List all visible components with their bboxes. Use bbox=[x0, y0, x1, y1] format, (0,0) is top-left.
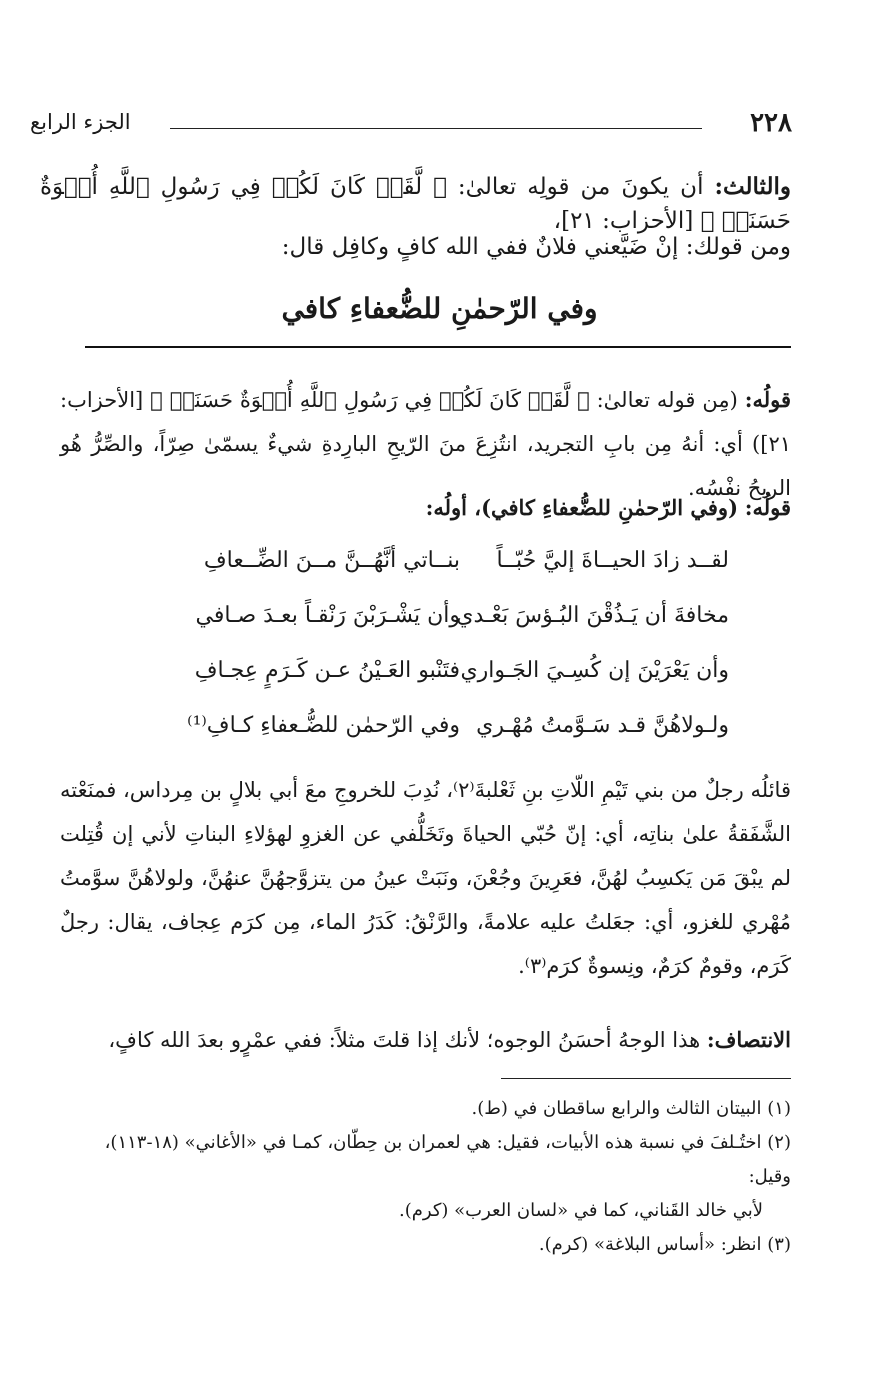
commentary-paragraph-4 bbox=[60, 1018, 791, 1062]
commentary-lead: قولُه: bbox=[744, 387, 791, 412]
poem-first-hemistich: ولـولاهُنَّ قـد سَـوَّمتُ مُهْـري bbox=[476, 713, 729, 738]
main-text-line-2 bbox=[40, 230, 791, 264]
commentary-text: (مِن قوله تعالىٰ: ﴿ لَّقَدۡ كَانَ لَكُمۡ فِي رَسُولِ ٱللَّهِ أُسۡوَةٌ حَسَنَةٞ ﴾ [الأحزاب: ٢١]) أي: أنهُ مِن بابِ التجريد، انتُزِعَ منَ الرّيحِ البارِدةِ شيءٌ يسمّىٰ صِرّاً، والصِّرُّ هُو الريحُ نفْسُه. bbox=[60, 388, 791, 500]
footnote-2: (٢) اختُـلفَ في نسبة هذه الأبيات، فقيل: هي لعمران بن حِطّان، كمـا في «الأغاني» (١٨-١١٣)، وقيل: bbox=[104, 1132, 791, 1187]
commentary-text-3: قائلُه رجلٌ من بني تَيْمِ اللّاتِ بنِ ثَعْلبةَ⁽٢⁾، نُدِبَ للخروجِ معَ أبي بلالٍ بن مِرداس، فمنَعْته الشَّفَقةُ علىٰ بناتِه، أي: إنّ حُبّي الحياةَ وتَخَلُّفي عن الغزوِ لهؤلاءِ البناتِ لأني إن قُتِلت لم يبْقَ مَن يَكسِبُ لهُنَّ، فعَرِينَ وجُعْنَ، ونَبَتْ عينُ من يتزوَّجهُنَّ عنهُنَّ، ولولاهُنَّ سوَّمتُ مُهْري للغزو، أي: جعَلتُ عليه علامةً، والرَّنْقُ: كَدَرُ الماء، مِن كرَم عِجاف، يقال: رجلٌ كَرَم، وقومٌ كرَمٌ، ونِسوةٌ كرَم⁽٣⁾. bbox=[60, 778, 791, 978]
commentary-paragraph-3 bbox=[60, 768, 791, 988]
quoted-verse: وفي الرّحمٰنِ للضُّعفاءِ كافي bbox=[281, 292, 598, 325]
intisaf-lead: الانتصاف: bbox=[706, 1027, 791, 1052]
poem-line bbox=[120, 658, 729, 713]
poem-second-hemistich: وفي الرّحمٰن للضُّـعفاءِ كـافِ⁽¹⁾ bbox=[187, 713, 460, 738]
commentary-lead-2: قولُه: bbox=[744, 495, 791, 520]
main-text: أن يكونَ من قولِه تعالىٰ: ﴿ لَّقَدۡ كَانَ لَكُمۡ فِي رَسُولِ ٱللَّهِ أُسۡوَةٌ حَسَنَةٞ ﴾ [الأحزاب: ٢١]، bbox=[40, 174, 791, 234]
poem bbox=[120, 548, 729, 768]
poem-line bbox=[120, 548, 729, 603]
page-header bbox=[30, 108, 792, 148]
footnote-divider bbox=[501, 1078, 791, 1079]
poem-line bbox=[120, 713, 729, 768]
poem-line bbox=[120, 603, 729, 658]
main-lead-word: والثالث: bbox=[714, 173, 791, 200]
commentary-text-2: (وفي الرّحمٰنِ للضُّعفاءِ كافي)، أولُه: bbox=[425, 495, 739, 520]
poem-second-hemistich: بنــاتي أنَّهُــنَّ مــنَ الضِّــعافِ bbox=[203, 548, 460, 573]
main-text-line-1 bbox=[40, 170, 791, 238]
section-divider bbox=[85, 346, 791, 348]
poem-second-hemistich: وأن يَشْـرَبْنَ رَنْقـاً بعـدَ صـافي bbox=[195, 603, 460, 628]
footnote-2-continued: لأبي خالد القَناني، كما في «لسان العرب» (كرم). bbox=[399, 1200, 763, 1221]
header-rule bbox=[170, 128, 702, 129]
poem-first-hemistich: وأن يَعْرَيْنَ إن كُسِـيَ الجَـواري bbox=[460, 658, 729, 683]
footnotes bbox=[60, 1092, 791, 1262]
footnote-1: (١) البيتان الثالث والرابع ساقطان في (ط). bbox=[471, 1098, 791, 1119]
intisaf-text: هذا الوجهُ أحسَنُ الوجوه؛ لأنك إذا قلتَ مثلاً: ففي عمْرٍو بعدَ الله كافٍ، bbox=[108, 1028, 701, 1052]
main-text-2: ومن قولك: إنْ ضَيَّعني فلانٌ ففي الله كافٍ وكافِل قال: bbox=[281, 234, 791, 260]
page-number: ٢٢٨ bbox=[750, 108, 792, 138]
poem-first-hemistich: مخافةَ أن يَـذُقْنَ البُـؤسَ بَعْـدي bbox=[456, 603, 729, 628]
footnote-3: (٣) انظر: «أساس البلاغة» (كرم). bbox=[538, 1234, 791, 1255]
poem-second-hemistich: فتَنْبو العَـيْنُ عـن كَـرَمٍ عِجـافِ bbox=[194, 658, 460, 683]
volume-name: الجزء الرابع bbox=[30, 110, 131, 134]
poem-first-hemistich: لقــد زادَ الحيــاةَ إليَّ حُبّــاً bbox=[496, 548, 729, 573]
commentary-paragraph-2 bbox=[60, 486, 791, 530]
